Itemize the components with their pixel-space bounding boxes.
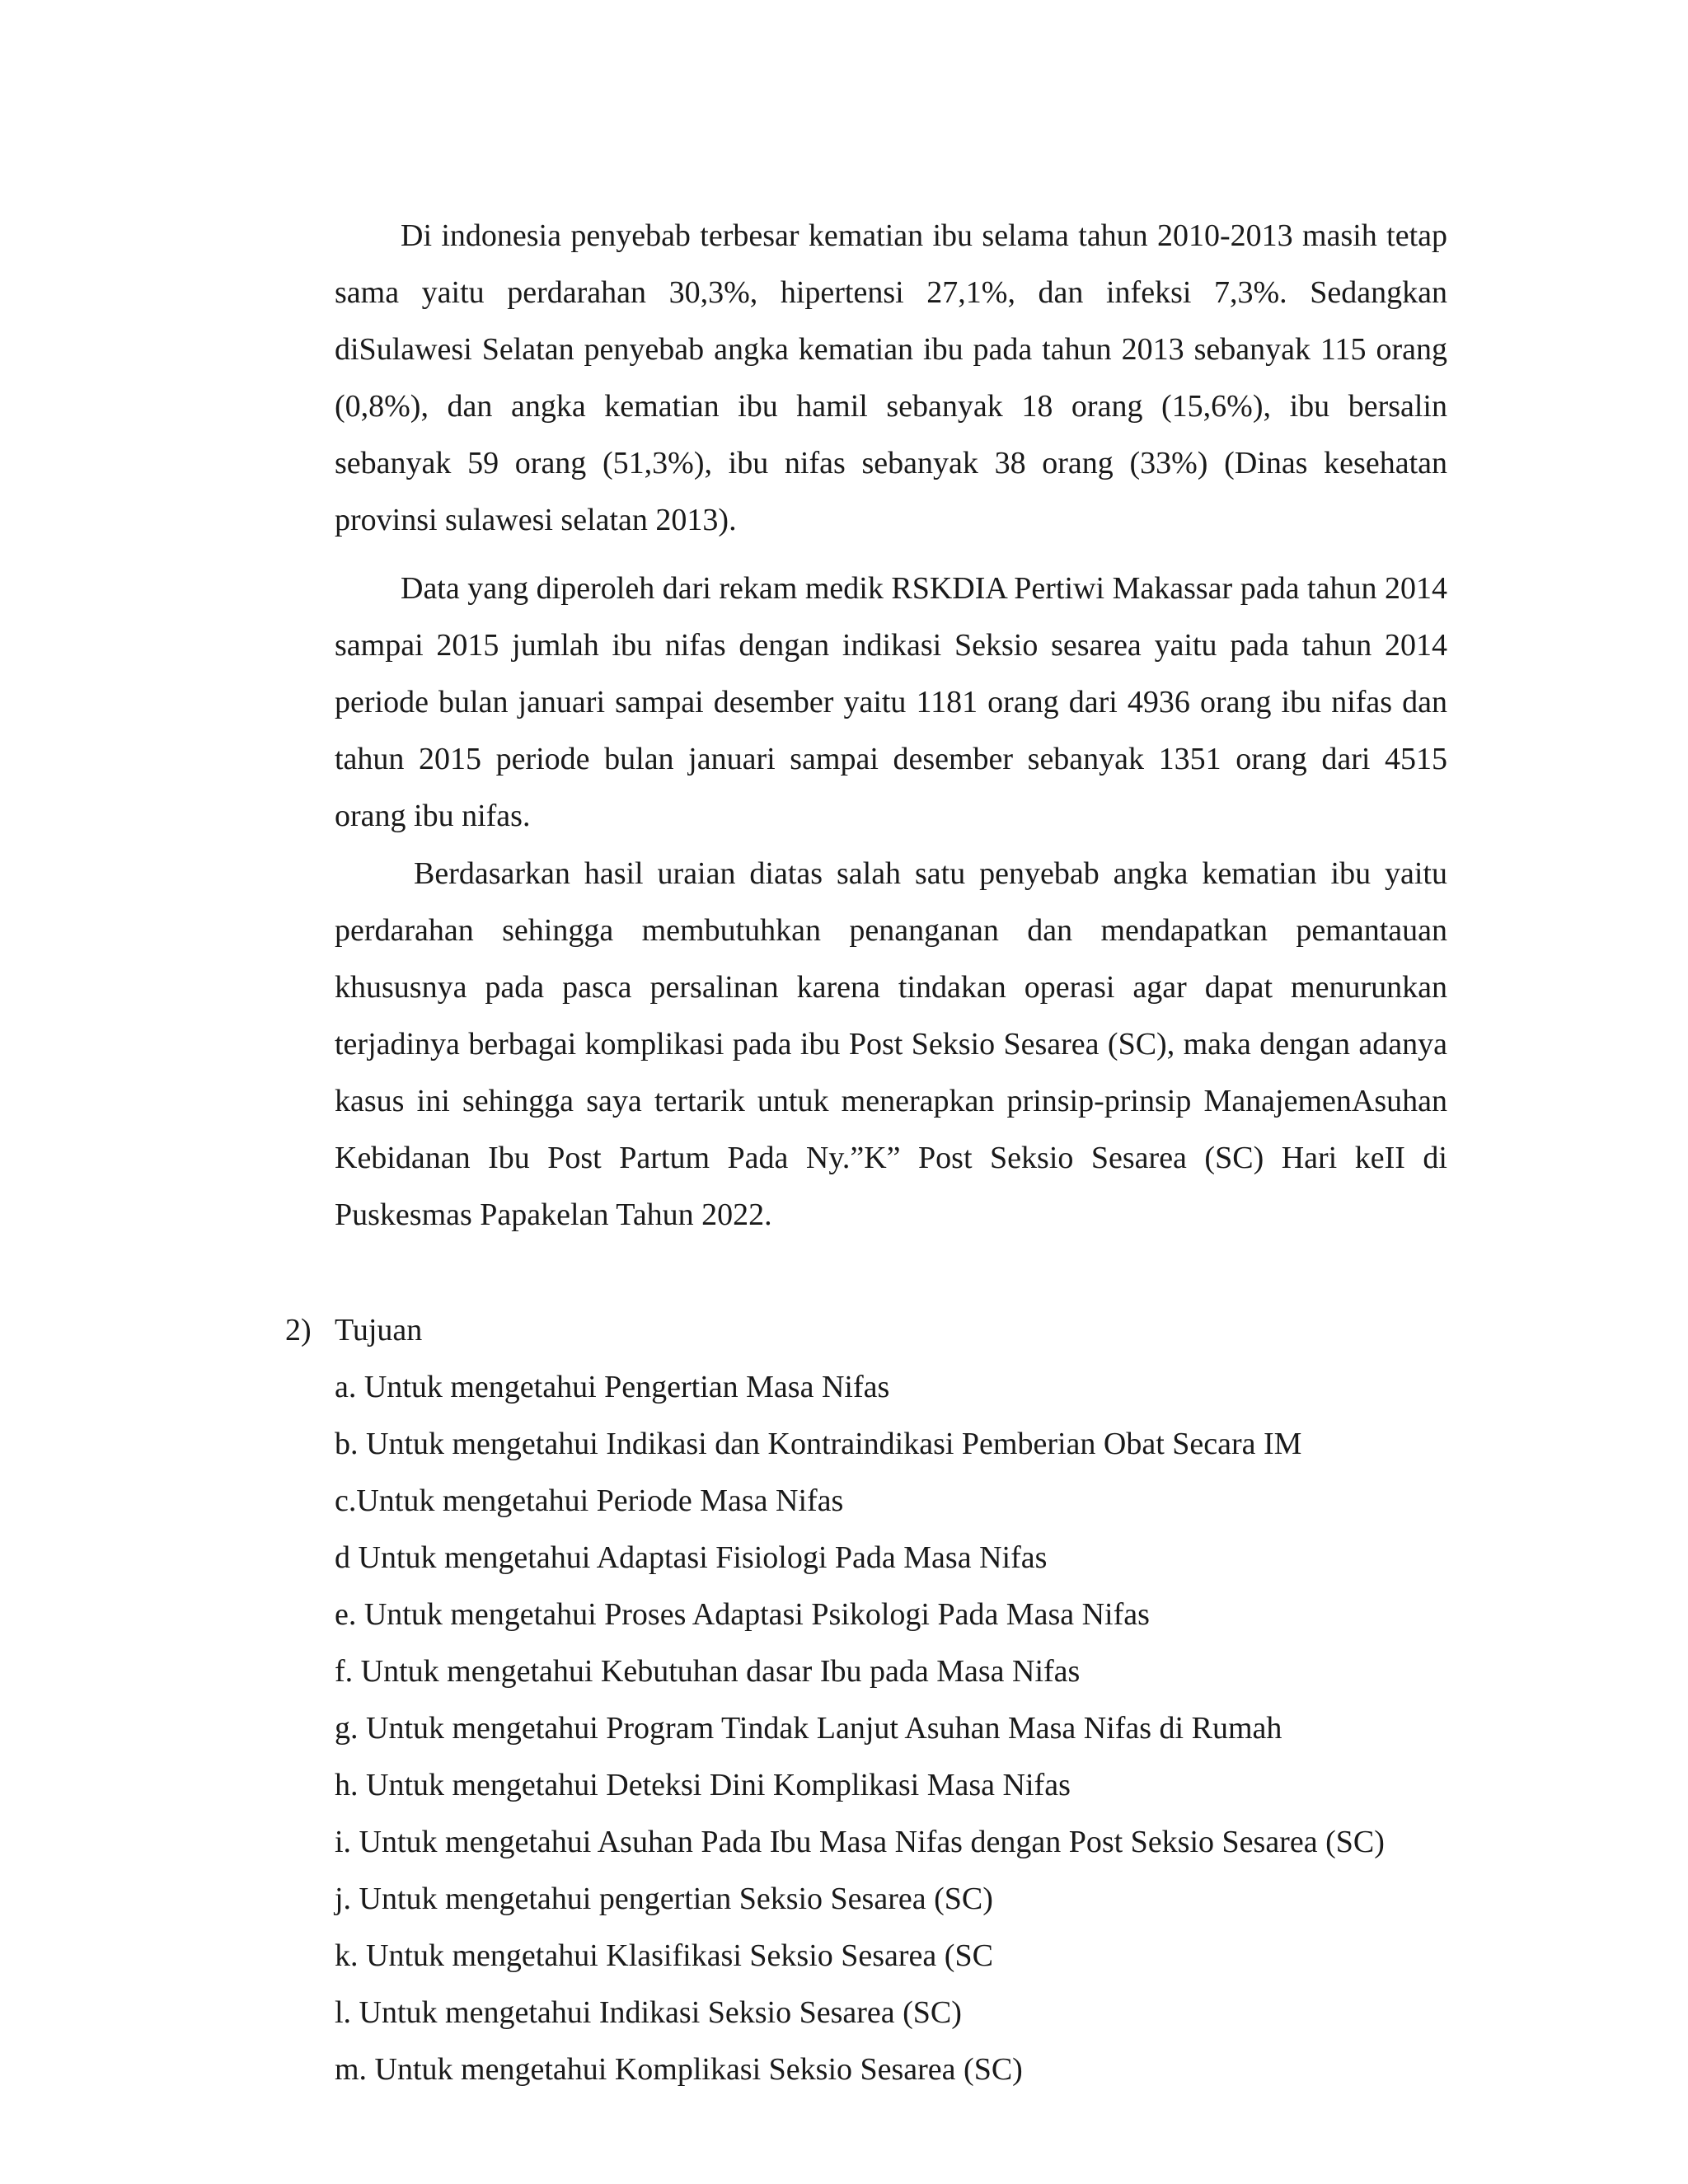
body-paragraph: Di indonesia penyebab terbesar kematian ibu selama tahun 2010-2013 masih tetap sama yaitu perdarahan 30,3%, hipertensi 27,1%, dan infeksi 7,3%. Sedangkan diSulawesi Selatan penyebab angka kematian ibu pada tahun 2013 sebanyak 115 orang (0,8%), dan angka kematian ibu hamil sebanyak 18 orang (15,6%), ibu bersalin sebanyak 59 orang (51,3%), ibu nifas sebanyak 38 orang (33%) (Dinas kesehatan provinsi sulawesi selatan 2013). <box>335 218 1447 537</box>
goals-list <box>335 1359 1385 2098</box>
body-paragraph: Data yang diperoleh dari rekam medik RSKDIA Pertiwi Makassar pada tahun 2014 sampai 2015 jumlah ibu nifas dengan indikasi Seksio sesarea yaitu pada tahun 2014 periode bulan januari sampai desember yaitu 1181 orang dari 4936 orang ibu nifas dan tahun 2015 periode bulan januari sampai desember sebanyak 1351 orang dari 4515 orang ibu nifas. <box>335 571 1447 833</box>
list-item: d Untuk mengetahui Adaptasi Fisiologi Pada Masa Nifas <box>335 1540 1048 1575</box>
section-number: 2) <box>285 1313 312 1347</box>
list-item: c.Untuk mengetahui Periode Masa Nifas <box>335 1483 844 1518</box>
list-item: k. Untuk mengetahui Klasifikasi Seksio Sesarea (SC <box>335 1938 993 1973</box>
section-title: Tujuan <box>335 1313 423 1347</box>
list-item: g. Untuk mengetahui Program Tindak Lanjut Asuhan Masa Nifas di Rumah <box>335 1711 1282 1746</box>
list-item: m. Untuk mengetahui Komplikasi Seksio Sesarea (SC) <box>335 2052 1023 2087</box>
list-item: j. Untuk mengetahui pengertian Seksio Sesarea (SC) <box>335 1882 993 1916</box>
body-paragraph: Berdasarkan hasil uraian diatas salah satu penyebab angka kematian ibu yaitu perdarahan sehingga membutuhkan penanganan dan mendapatkan pemantauan khususnya pada pasca persalinan karena tindakan operasi agar dapat menurunkan terjadinya berbagai komplikasi pada ibu Post Seksio Sesarea (SC), maka dengan adanya kasus ini sehingga saya tertarik untuk menerapkan prinsip-prinsip ManajemenAsuhan Kebidanan Ibu Post Partum Pada Ny.”K” Post Seksio Sesarea (SC) Hari keII di Puskesmas Papakelan Tahun 2022. <box>335 856 1447 1232</box>
section-heading <box>285 1302 422 1359</box>
list-item: l. Untuk mengetahui Indikasi Seksio Sesarea (SC) <box>335 1995 962 2030</box>
list-item: h. Untuk mengetahui Deteksi Dini Komplikasi Masa Nifas <box>335 1768 1071 1802</box>
list-item: b. Untuk mengetahui Indikasi dan Kontraindikasi Pemberian Obat Secara IM <box>335 1427 1302 1461</box>
list-item: e. Untuk mengetahui Proses Adaptasi Psikologi Pada Masa Nifas <box>335 1597 1150 1632</box>
list-item: a. Untuk mengetahui Pengertian Masa Nifas <box>335 1370 890 1404</box>
list-item: i. Untuk mengetahui Asuhan Pada Ibu Masa Nifas dengan Post Seksio Sesarea (SC) <box>335 1825 1385 1859</box>
list-item: f. Untuk mengetahui Kebutuhan dasar Ibu pada Masa Nifas <box>335 1654 1081 1689</box>
